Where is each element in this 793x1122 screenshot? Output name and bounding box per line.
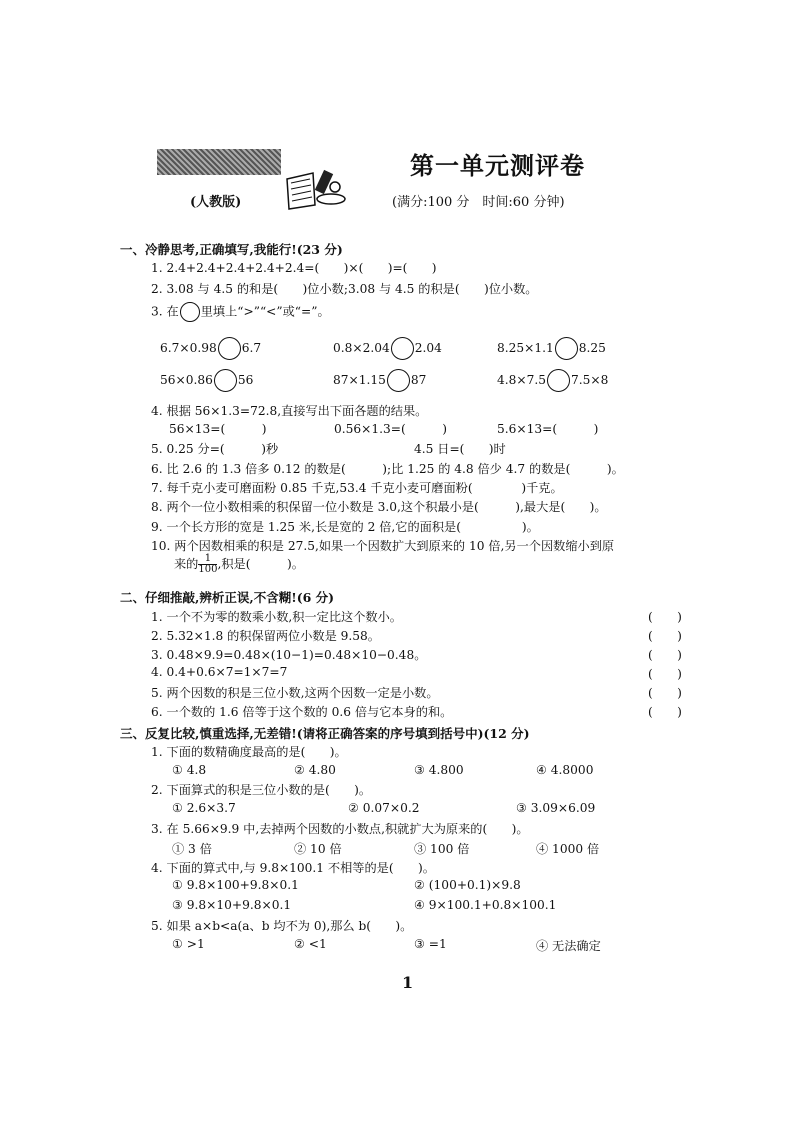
s1-q3 — [151, 302, 330, 322]
s1-q1: 1. 2.4+2.4+2.4+2.4+2.4=( )×( )=( ) — [151, 261, 437, 275]
compare-circle[interactable] — [555, 337, 578, 360]
unit-badge-decoration — [157, 149, 281, 175]
answer-paren[interactable]: ( ) — [648, 686, 682, 700]
circle-blank-icon — [180, 302, 200, 322]
s1-q9: 9. 一个长方形的宽是 1.25 米,长是宽的 2 倍,它的面积是( )。 — [151, 520, 539, 534]
option[interactable]: ③ 9.8×10+9.8×0.1 — [172, 898, 292, 912]
option[interactable]: ③ =1 — [414, 937, 447, 951]
s1-q6: 6. 比 2.6 的 1.3 倍多 0.12 的数是( );比 1.25 的 4.8 倍少 4.7 的数是( )。 — [151, 462, 624, 476]
s1-q10-cont: 来的 $\frac{1}{100}$ ,积是( )。 — [174, 553, 304, 575]
page-title: 第一单元测评卷 — [410, 151, 585, 180]
option[interactable]: ③ 100 倍 — [414, 842, 470, 856]
answer-paren[interactable]: ( ) — [648, 648, 682, 662]
s2-item: 5. 两个因数的积是三位小数,这两个因数一定是小数。 — [151, 686, 439, 700]
s3-q4: 4. 下面的算式中,与 9.8×100.1 不相等的是( )。 — [151, 861, 435, 875]
s1-q10: 10. 两个因数相乘的积是 27.5,如果一个因数扩大到原来的 10 倍,另一个因数缩小到原 — [151, 539, 615, 553]
option[interactable]: ④ 9×100.1+0.8×100.1 — [414, 898, 557, 912]
option[interactable]: ④ 无法确定 — [536, 939, 601, 953]
option[interactable]: ② 10 倍 — [294, 842, 342, 856]
compare-item: 56×0.86 56 — [160, 369, 253, 392]
s1-q3-post: 里填上“>”“<”或“=”。 — [200, 304, 330, 319]
s1-q5b: 4.5 日=( )时 — [414, 442, 506, 456]
answer-paren[interactable]: ( ) — [648, 667, 682, 681]
option[interactable]: ② <1 — [294, 937, 327, 951]
compare-item: 4.8×7.5 7.5×8 — [497, 369, 608, 392]
option[interactable]: ② 0.07×0.2 — [348, 801, 420, 815]
fraction: $\frac{1}{100}$ — [198, 553, 218, 575]
s1-q5a: 5. 0.25 分=( )秒 — [151, 442, 279, 456]
s3-q1: 1. 下面的数精确度最高的是( )。 — [151, 745, 347, 759]
edition-label: (人教版) — [190, 195, 242, 210]
option[interactable]: ④ 1000 倍 — [536, 842, 600, 856]
option[interactable]: ② (100+0.1)×9.8 — [414, 878, 521, 892]
answer-paren[interactable]: ( ) — [648, 610, 682, 624]
s2-item: 3. 0.48×9.9=0.48×(10−1)=0.48×10−0.48。 — [151, 648, 427, 662]
compare-item: 6.7×0.98 6.7 — [160, 337, 261, 360]
section3-heading: 三、反复比较,慎重选择,无差错!(请将正确答案的序号填到括号中)(12 分) — [120, 726, 530, 741]
option[interactable]: ② 4.80 — [294, 763, 336, 777]
option[interactable]: ① 2.6×3.7 — [172, 801, 236, 815]
s1-q2: 2. 3.08 与 4.5 的和是( )位小数;3.08 与 4.5 的积是( )位小数。 — [151, 282, 538, 296]
s2-item: 4. 0.4+0.6×7=1×7=7 — [151, 665, 288, 679]
compare-circle[interactable] — [547, 369, 570, 392]
compare-circle[interactable] — [218, 337, 241, 360]
s1-q4b: 0.56×1.3=( ) — [334, 422, 448, 436]
section1-heading: 一、冷静思考,正确填写,我能行!(23 分) — [120, 242, 343, 257]
s1-q7: 7. 每千克小麦可磨面粉 0.85 千克,53.4 千克小麦可磨面粉( )千克。 — [151, 481, 563, 495]
option[interactable]: ③ 3.09×6.09 — [516, 801, 596, 815]
compare-item: 8.25×1.1 8.25 — [497, 337, 606, 360]
s3-q2: 2. 下面算式的积是三位小数的是( )。 — [151, 783, 372, 797]
book-microscope-illustration — [283, 165, 349, 211]
s1-q4: 4. 根据 56×1.3=72.8,直接写出下面各题的结果。 — [151, 404, 428, 418]
s1-q4a: 56×13=( ) — [169, 422, 267, 436]
s2-item: 2. 5.32×1.8 的积保留两位小数是 9.58。 — [151, 629, 380, 643]
s2-item: 6. 一个数的 1.6 倍等于这个数的 0.6 倍与它本身的和。 — [151, 705, 453, 719]
option[interactable]: ① >1 — [172, 937, 205, 951]
s2-item: 1. 一个不为零的数乘小数,积一定比这个数小。 — [151, 610, 402, 624]
page-number: 1 — [402, 973, 414, 992]
option[interactable]: ① 9.8×100+9.8×0.1 — [172, 878, 299, 892]
s1-q8: 8. 两个一位小数相乘的积保留一位小数是 3.0,这个积最小是( ),最大是( )。 — [151, 500, 607, 514]
compare-circle[interactable] — [387, 369, 410, 392]
compare-item: 87×1.15 87 — [333, 369, 426, 392]
s3-q3: 3. 在 5.66×9.9 中,去掉两个因数的小数点,积就扩大为原来的( )。 — [151, 822, 529, 836]
option[interactable]: ③ 4.800 — [414, 763, 464, 777]
s1-q3-pre: 3. 在 — [151, 304, 179, 319]
compare-item: 0.8×2.04 2.04 — [333, 337, 442, 360]
score-time-info: (满分:100 分 时间:60 分钟) — [392, 195, 565, 210]
section2-heading: 二、仔细推敲,辨析正误,不含糊!(6 分) — [120, 590, 335, 605]
answer-paren[interactable]: ( ) — [648, 629, 682, 643]
option[interactable]: ① 3 倍 — [172, 842, 212, 856]
s1-q4c: 5.6×13=( ) — [497, 422, 599, 436]
s3-q5: 5. 如果 a×b<a(a、b 均不为 0),那么 b( )。 — [151, 919, 413, 933]
compare-circle[interactable] — [214, 369, 237, 392]
option[interactable]: ④ 4.8000 — [536, 763, 594, 777]
answer-paren[interactable]: ( ) — [648, 705, 682, 719]
compare-circle[interactable] — [391, 337, 414, 360]
option[interactable]: ① 4.8 — [172, 763, 207, 777]
